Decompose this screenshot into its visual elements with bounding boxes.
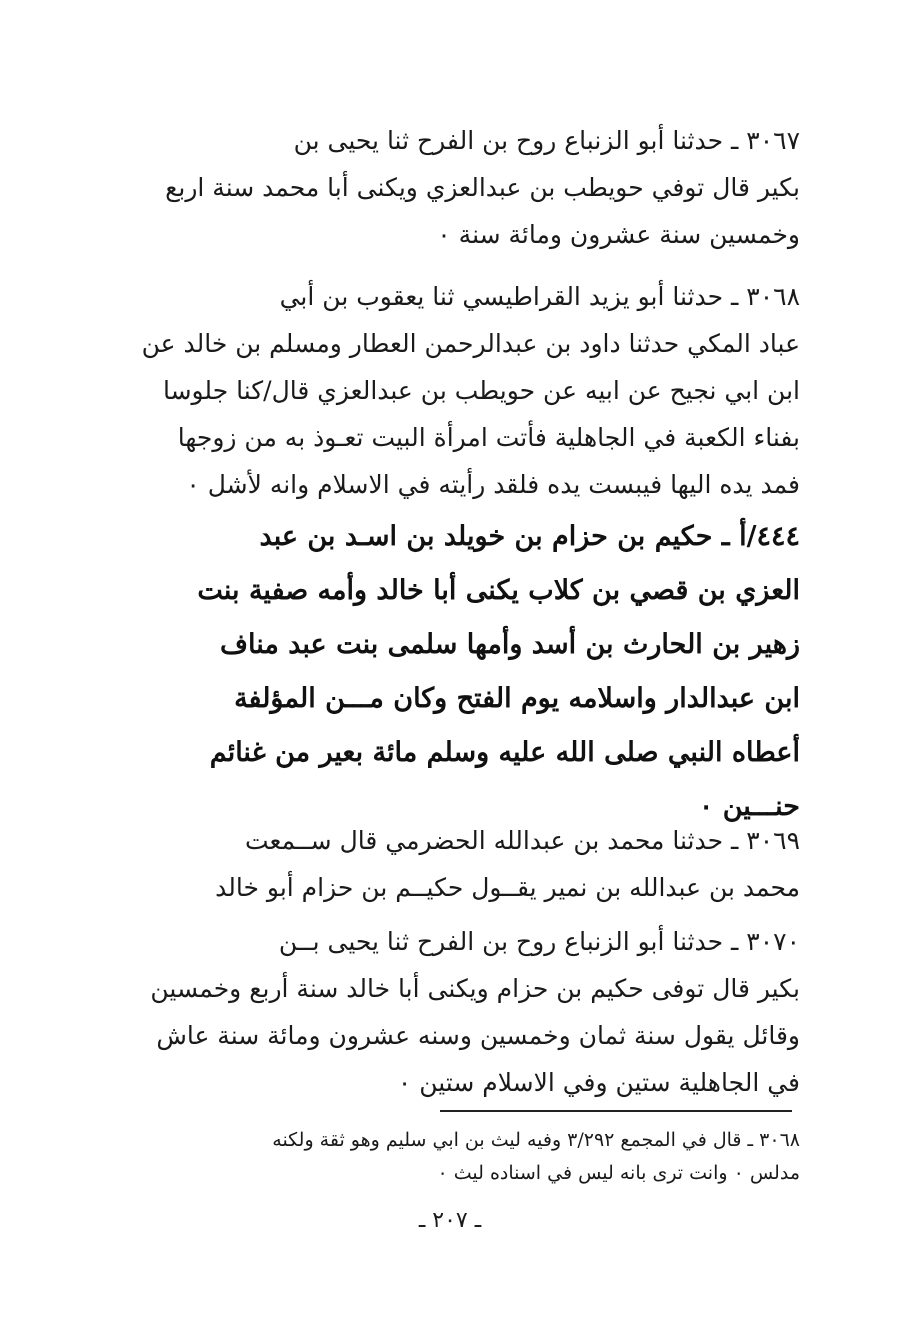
text-line: أعطاه النبي صلى الله عليه وسلم مائة بعير من غنائم <box>209 737 800 768</box>
footnote-line: مدلس ٠ وانت ترى بانه ليس في اسناده ليث ٠ <box>437 1162 800 1184</box>
text-line: ٤٤٤/أ ـ حكيم بن حزام بن خويلد بن اسـد بن عبد <box>259 521 800 552</box>
text-line: فمد يده اليها فيبست يده فلقد رأيته في الاسلام وانه لأشل ٠ <box>186 470 800 499</box>
hadith-3069 <box>80 817 800 911</box>
text-line: محمد بن عبدالله بن نمير يقــول حكيــم بن حزام أبو خالد <box>215 873 800 902</box>
page-number: ـ ٢٠٧ ـ <box>418 1208 482 1233</box>
text-line: حنـــين ٠ <box>698 791 800 822</box>
hadith-3070 <box>80 918 800 1106</box>
text-line: ٣٠٦٨ ـ حدثنا أبو يزيد القراطيسي ثنا يعقوب بن أبي <box>279 282 800 311</box>
text-line: زهير بن الحارث بن أسد وأمها سلمى بنت عبد مناف <box>220 629 800 660</box>
text-line: ٣٠٦٩ ـ حدثنا محمد بن عبدالله الحضرمي قال ســمعت <box>244 826 800 855</box>
footnote-3068 <box>80 1124 800 1190</box>
hadith-3068 <box>80 273 800 508</box>
text-line: بكير قال توفي حويطب بن عبدالعزي ويكنى أبا محمد سنة اربع <box>165 173 800 202</box>
text-line: ابن ابي نجيح عن ابيه عن حويطب بن عبدالعزي قال/كنا جلوسا <box>162 376 800 405</box>
biography-444 <box>80 510 800 834</box>
hadith-3067 <box>80 117 800 258</box>
text-line: ٣٠٦٧ ـ حدثنا أبو الزنباع روح بن الفرح ثنا يحيى بن <box>293 126 800 155</box>
text-line: في الجاهلية ستين وفي الاسلام ستين ٠ <box>397 1068 800 1097</box>
text-line: وخمسين سنة عشرون ومائة سنة ٠ <box>437 220 800 249</box>
footnote-divider <box>440 1110 792 1112</box>
text-line: بفناء الكعبة في الجاهلية فأتت امرأة البيت تعـوذ به من زوجها <box>177 423 800 452</box>
text-line: عباد المكي حدثنا داود بن عبدالرحمن العطار ومسلم بن خالد عن <box>141 329 800 358</box>
text-line: ٣٠٧٠ ـ حدثنا أبو الزنباع روح بن الفرح ثنا يحيى بــن <box>278 927 800 956</box>
text-line: ابن عبدالدار واسلامه يوم الفتح وكان مـــن المؤلفة <box>234 683 800 714</box>
text-line: بكير قال توفى حكيم بن حزام ويكنى أبا خالد سنة أربع وخمسين <box>150 974 800 1003</box>
text-line: وقائل يقول سنة ثمان وخمسين وسنه عشرون ومائة سنة عاش <box>156 1021 800 1050</box>
text-line: العزي بن قصي بن كلاب يكنى أبا خالد وأمه صفية بنت <box>197 575 800 606</box>
footnote-line: ٣٠٦٨ ـ قال في المجمع ٣/٢٩٢ وفيه ليث بن ابي سليم وهو ثقة ولكنه <box>272 1129 800 1151</box>
